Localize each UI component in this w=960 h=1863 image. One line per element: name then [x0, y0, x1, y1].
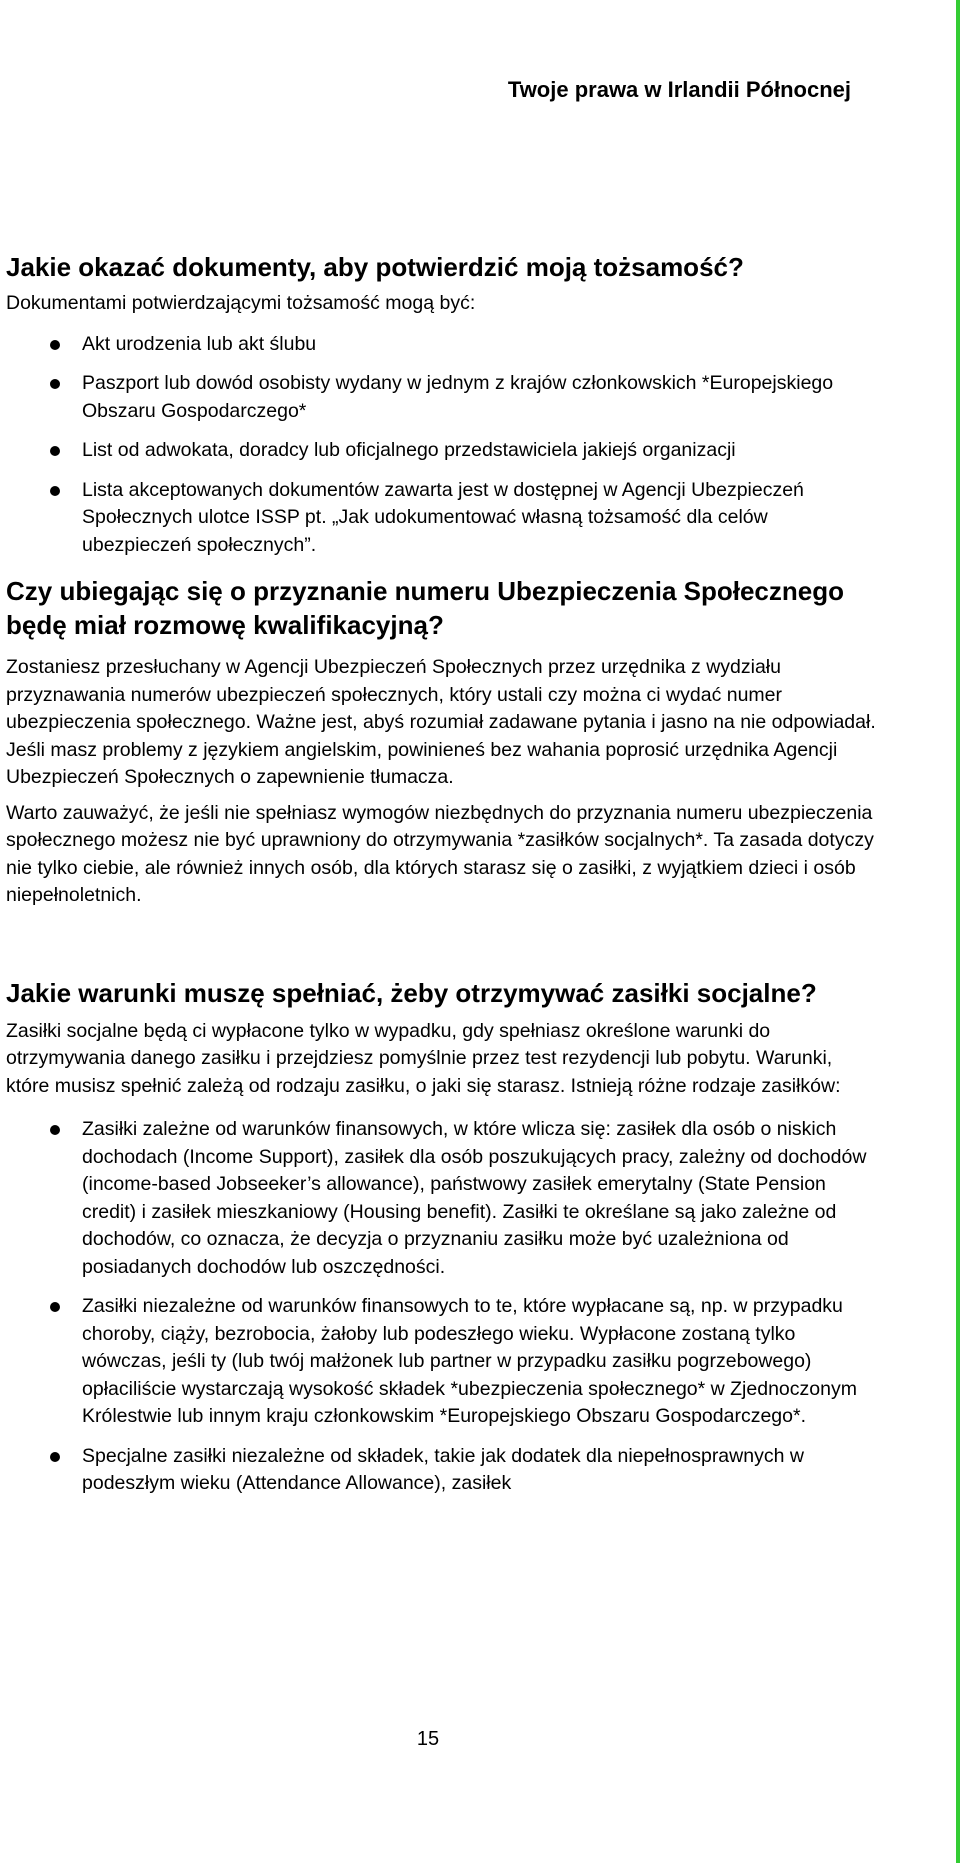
list-item: Specjalne zasiłki niezależne od składek, takie jak dodatek dla niepełnosprawnych w podeszłym wieku (Attendance Allowance), zasiłek — [6, 1443, 876, 1498]
list-item: Zasiłki zależne od warunków finansowych, w które wlicza się: zasiłek dla osób o niskich dochodach (Income Support), zasiłek dla osób poszukujących pracy, zależny od dochodów (income-based Jobseeker’s allowance), państwowy zasiłek emerytalny (State Pension credit) i zasiłek mieszkaniowy (Housing benefit). Zasiłki te określane są jako zależne od dochodów, co oznacza, że decyzja o przyznaniu zasiłku może być uzależniona od posiadanych dochodów lub oszczędności. — [6, 1116, 876, 1281]
list-item: List od adwokata, doradcy lub oficjalnego przedstawiciela jakiejś organizacji — [6, 437, 876, 465]
benefit-types-list — [6, 1116, 876, 1498]
list-item: Paszport lub dowód osobisty wydany w jednym z krajów członkowskich *Europejskiego Obszaru Gospodarczego* — [6, 370, 876, 425]
section-intro: Dokumentami potwierdzającymi tożsamość mogą być: — [6, 292, 476, 314]
paragraph: Zasiłki socjalne będą ci wypłacone tylko w wypadku, gdy spełniasz określone warunki do otrzymywania danego zasiłku i przejdziesz pomyślnie przez test rezydencji lub pobytu. Warunki, które musisz spełnić zależą od rodzaju zasiłku, o jaki się starasz. Istnieją różne rodzaje zasiłków: — [6, 1019, 841, 1097]
section-heading: Jakie warunki muszę spełniać, żeby otrzymywać zasiłki socjalne? — [6, 977, 817, 1008]
list-item: Lista akceptowanych dokumentów zawarta jest w dostępnej w Agencji Ubezpieczeń Społecznych ulotce ISSP pt. „Jak udokumentować własną tożsamość dla celów ubezpieczeń społecznych”. — [6, 477, 876, 560]
list-item: Zasiłki niezależne od warunków finansowych to te, które wypłacane są, np. w przypadku choroby, ciąży, bezrobocia, żałoby lub podeszłego wieku. Wypłacone zostaną tylko wówczas, jeśli ty (lub twój małżonek lub partner w przypadku zasiłku pogrzebowego) opłaciliście wystarczają wysokość składek *ubezpieczenia społecznego* w Zjednoczonym Królestwie lub innym kraju członkowskim *Europejskiego Obszaru Gospodarczego*. — [6, 1293, 876, 1431]
paragraph: Warto zauważyć, że jeśli nie spełniasz wymogów niezbędnych do przyznania numeru ubezpieczenia społecznego możesz nie być uprawniony do otrzymywania *zasiłków socjalnych*. Ta zasada dotyczy nie tylko ciebie, ale również innych osób, dla których starasz się o zasiłki, z wyjątkiem dzieci i osób niepełnoletnich. — [6, 801, 874, 906]
running-header: Twoje prawa w Irlandii Północnej — [507, 77, 851, 102]
section-heading: Jakie okazać dokumenty, aby potwierdzić moją tożsamość? — [6, 252, 744, 282]
page-content — [6, 250, 876, 1498]
section-identity-documents — [6, 250, 876, 559]
green-margin-bar — [956, 0, 960, 1863]
identity-document-list — [6, 331, 876, 560]
section-interview — [6, 574, 876, 910]
section-benefit-conditions — [6, 976, 876, 1498]
paragraph: Zostaniesz przesłuchany w Agencji Ubezpieczeń Społecznych przez urzędnika z wydziału przyznawania numerów ubezpieczeń społecznych, który ustali czy można ci wydać numer ubezpieczenia społecznego. Ważne jest, abyś rozumiał zadawane pytania i jasno na nie odpowiadał. Jeśli masz problemy z językiem angielskim, powinieneś bez wahania poprosić urzędnika Agencji Ubezpieczeń Społecznych o zapewnienie tłumacza. — [6, 656, 876, 788]
section-heading: Czy ubiegając się o przyznanie numeru Ubezpieczenia Społecznego będę miał rozmowę kwalifikacyjną? — [6, 576, 844, 640]
page-number: 15 — [416, 1728, 440, 1750]
list-item: Akt urodzenia lub akt ślubu — [6, 331, 876, 359]
